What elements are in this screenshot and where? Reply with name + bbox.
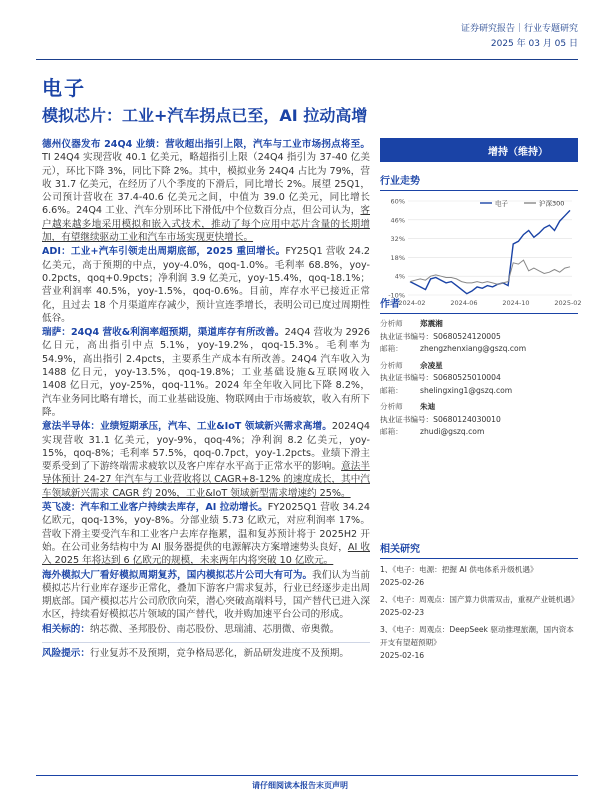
cert-label: 执业证书编号： (380, 373, 434, 382)
related-title: 相关研究 (380, 540, 578, 559)
analyst-role: 分析师 (380, 402, 403, 411)
analyst-email-row (380, 385, 578, 398)
y-tick-label: 46% (390, 216, 405, 225)
y-tick-label: 60% (390, 197, 405, 206)
related-item[interactable] (380, 563, 578, 589)
para-lead: 海外模拟大厂看好模拟周期复苏，国内模拟芯片公司大有可为。 (42, 569, 313, 581)
footer-divider (36, 775, 578, 776)
analyst-entry (380, 314, 578, 356)
report-type: 证券研究报告｜行业专题研究 (460, 24, 578, 34)
header-divider (36, 59, 578, 60)
cert-label: 执业证书编号： (380, 331, 434, 341)
sector-name: 电子 (42, 76, 86, 100)
para-lead: 意法半导体：业绩短期承压，汽车、工业&IoT 领域新兴需求高增。 (42, 421, 332, 433)
analyst-email[interactable]: zhudi@gszq.com (420, 427, 485, 436)
related-item-title: 2、《电子：周观点：国产算力供需双击，重视产业链机遇》 (380, 595, 579, 604)
para-underline: AI 收入 2025 年将达到 6 亿欧元的规模，未来两年内将突破 10 亿欧元。 (42, 541, 370, 567)
y-tick-label: 18% (390, 253, 405, 262)
related-item[interactable] (380, 593, 578, 619)
paragraph-st (42, 420, 370, 500)
risk-warning (42, 642, 370, 660)
analyst-name-row (380, 401, 578, 414)
analyst-cert: S0680124030010 (433, 414, 501, 424)
x-tick-label: 2025-02 (554, 299, 582, 307)
analyst-cert-row (380, 414, 578, 427)
para-body: 我们认为当前模拟芯片行业库存逐步正常化，叠加下游客户需求复苏，行业已经逐步走出周期底部。国产模拟芯片公司欣欣向荣，潜心突破高端料号，国产替代已进入深水区，持续看好模拟芯片领域的国产替代，收并购加速平台公司的形成。 (42, 569, 371, 621)
analyst-name-row (380, 318, 578, 331)
paragraph-outlook (42, 569, 370, 622)
analyst-name-row (380, 360, 578, 373)
analyst-email-row (380, 343, 578, 356)
legend-label: 电子 (495, 199, 508, 208)
email-label: 邮箱： (380, 385, 403, 395)
paragraph-adi (42, 245, 370, 325)
related-item-title: 3、《电子：周观点：DeepSeek 驱动推理旅潮，国内资本开支有望超预期》 (380, 625, 574, 647)
para-body: FY2025Q1 营收 34.24 亿欧元，qoq-13%，yoy-8%。分部业绩 5.73 亿欧元，对应利润率 17%。营收下滑主要受汽车和工业客户去库存拖累，温和复苏预计将于 2025H2 开始。在公司业务结构中为 AI 服务器提供的电源解决方案增速势头良好， (42, 502, 370, 553)
analyst-email[interactable]: shelingxing1@gszq.com (420, 385, 513, 395)
analyst-name: 佘凌星 (420, 360, 443, 370)
targets-label: 相关标的： (42, 623, 90, 635)
email-label: 邮箱： (380, 344, 403, 353)
y-tick-label: -10% (388, 291, 405, 300)
y-tick-label: 32% (390, 235, 405, 244)
risk-label: 风险提示： (42, 647, 90, 659)
related-research-section (380, 540, 578, 662)
analyst-entry (380, 397, 578, 439)
analyst-cert: S0680525010004 (433, 373, 501, 382)
trend-chart-svg (380, 195, 582, 311)
series-line-csi300 (410, 260, 570, 284)
x-tick-label: 2024-02 (398, 299, 426, 307)
rating-badge: 增持（维持） (380, 138, 578, 162)
para-underline: 客户越来越多地采用模拟和嵌入式技术，推动了每个应用中芯片含量的长期增加，有望继续驱动工业和汽车市场实现更快增长。 (42, 205, 370, 244)
footer-disclaimer: 请仔细阅读本报告末页声明 (252, 781, 348, 790)
analyst-entry (380, 356, 578, 398)
para-lead: 英飞凌：汽车和工业客户持续去库存，AI 拉动增长。 (42, 502, 268, 514)
related-item-date: 2025-02-26 (380, 578, 425, 587)
related-item-date: 2025-02-23 (380, 608, 425, 617)
cert-label: 执业证书编号： (380, 414, 434, 424)
para-lead: ADI：工业+汽车引领走出周期底部，2025 重回增长。 (42, 246, 286, 258)
y-tick-label: 4% (394, 272, 405, 281)
related-targets (42, 623, 370, 636)
report-date: 2025 年 03 月 05 日 (490, 39, 578, 49)
paragraph-infineon (42, 501, 370, 567)
report-header (461, 22, 578, 52)
x-tick-label: 2024-06 (450, 299, 478, 307)
targets-text: 纳芯微、圣邦股份、南芯股份、思瑞浦、芯朋微、帝奥微。 (89, 623, 340, 635)
analyst-email[interactable]: zhengzhenxiang@gszq.com (420, 344, 527, 353)
para-underline: 意法半导体预计 24-27 年汽车与工业营收将以 CAGR+8-12% 的速度成长，其中汽车领域新兴需求 CAGR 约 20%，工业&IoT 领域新型需求增速约 25%。 (42, 461, 371, 499)
analyst-cert: S0680524120005 (433, 331, 501, 341)
analyst-name: 郑震湘 (420, 319, 443, 328)
analyst-name: 朱迪 (420, 402, 436, 411)
analyst-cert-row (380, 372, 578, 385)
legend-label: 沪深300 (539, 199, 565, 208)
risk-text: 行业复苏不及预期，竞争格局恶化，新品研发进度不及预期。 (89, 647, 349, 659)
analyst-cert-row (380, 331, 578, 344)
author-list (380, 314, 578, 439)
report-title: 模拟芯片：工业+汽车拐点已至，AI 拉动高增 (42, 106, 368, 125)
para-lead: 德州仪器发布 24Q4 业绩：营收超出指引上限，汽车与工业市场拐点将至。 (42, 139, 370, 150)
related-item[interactable] (380, 623, 578, 662)
email-label: 邮箱： (380, 427, 403, 436)
trend-chart (380, 195, 582, 311)
para-lead: 瑞萨：24Q4 营收&利润率超预期，渠道库存有所改善。 (42, 327, 285, 339)
para-body: FY25Q1 营收 24.2 亿美元，高于预期的中点，yoy-4.0%，qoq-1.0%。毛利率 68.8%，yoy-0.2pcts，qoq+0.9pcts；净利润 3.9 亿美元，yoy-15.4%，qoq-18.1%；营业利润率 40.5%，yoy-1.5%，qoq-0.6%。目前，库存水平已接近正常化，且过去 18 个月渠道库存减少，预计宣连季增长，表明公司已度过周期性低谷。 (42, 246, 370, 324)
series-line-electronics (410, 210, 570, 293)
para-body: TI 24Q4 实现营收 40.1 亿美元，略超指引上限（24Q4 指引为 37-40 亿美元），环比下降 3%，同比下降 2%。其中，模拟业务 24Q4 占比为 79%，营收 31.7 亿美元，在经历了八个季度的下滑后，同比增长 2%。展望 25Q1，公司预计营收在 37.4-40.6 亿美元之间，中值为 39.0 亿美元，同比增长 6.6%。24Q4 工业、汽车分别环比下滑低/中个位数百分点，但公司认为， (42, 152, 370, 217)
paragraph-renesas (42, 326, 370, 419)
author-section (380, 295, 578, 439)
author-title: 作者 (380, 295, 578, 314)
paragraph-ti (42, 138, 370, 244)
para-body: 2024Q4 实现营收 31.1 亿美元，yoy-9%，qoq-4%；净利润 8.2 亿美元，yoy-15%，qoq-8%；毛利率 57.5%，qoq-0.7pct，yoy-1.2pcts。业绩下滑主要系受到了下游终端需求疲软以及客户库存水平高于正常水平的影响。 (42, 421, 370, 473)
sidebar (380, 138, 582, 311)
analyst-role: 分析师 (380, 360, 403, 370)
related-item-date: 2025-02-16 (380, 651, 425, 660)
related-item-title: 1、《电子：电源：把握 AI 供电体系升级机遇》 (380, 565, 538, 574)
trend-title: 行业走势 (380, 172, 578, 191)
para-body: 24Q4 营收为 2926 亿日元，高出指引中点 5.1%，yoy-19.2%，qoq-15.3%。毛利率为 54.9%，高出指引 2.4pcts，主要系生产成本有所改善。24Q4 汽车收入为 1488 亿日元，yoy-13.5%，qoq-19.8%；工业基础设施&互联网收入 1408 亿日元，yoy-25%，qoq-11%。2024 年全年收入同比下降 8.2%，汽车业务同比略有增长，而工业基础设施、物联网由于市场疲软，收入有所下降。 (42, 327, 370, 418)
analyst-email-row (380, 426, 578, 439)
x-tick-label: 2024-10 (502, 299, 530, 307)
summary-column (42, 138, 370, 661)
analyst-role: 分析师 (380, 319, 403, 328)
